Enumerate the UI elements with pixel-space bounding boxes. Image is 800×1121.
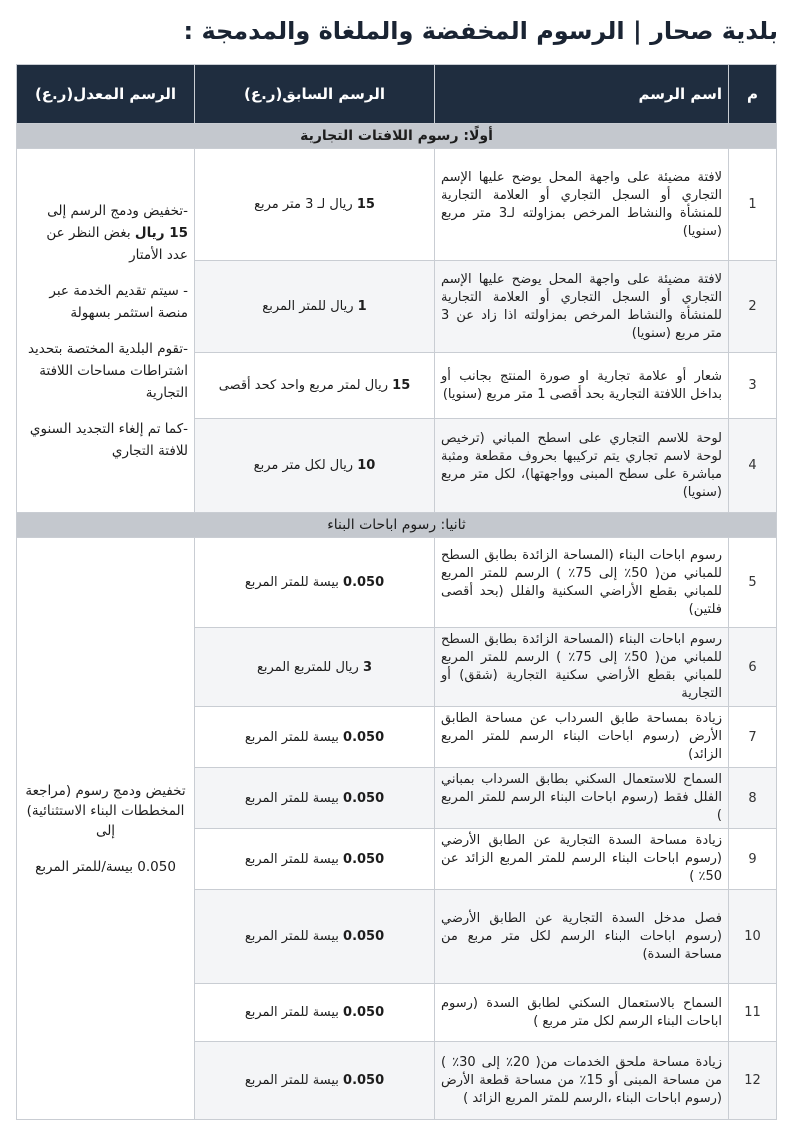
- previous-fee-amount: 3: [362, 659, 372, 675]
- table-row: [17, 538, 777, 628]
- previous-fee: [195, 768, 435, 829]
- section-row-signs: [17, 124, 777, 149]
- new-fee-note: -كما تم إلغاء التجديد السنوي للافتة التجاري: [29, 420, 188, 459]
- previous-fee: [195, 628, 435, 707]
- row-number: 1: [729, 149, 777, 261]
- previous-fee-unit: بيسة للمتر المربع: [244, 1005, 339, 1020]
- previous-fee: [195, 707, 435, 768]
- previous-fee: [195, 890, 435, 984]
- previous-fee: [195, 538, 435, 628]
- row-number: 7: [729, 707, 777, 768]
- previous-fee: [195, 261, 435, 353]
- fee-name: زيادة مساحة السدة التجارية عن الطابق الأرضي (رسوم اباحات البناء الرسم للمتر المربع الزائد عن 50٪ ): [435, 829, 729, 890]
- previous-fee-unit: ريال للمتر المربع: [262, 299, 354, 314]
- previous-fee: [195, 829, 435, 890]
- previous-fee-amount: 0.050: [343, 1073, 385, 1088]
- row-number: 8: [729, 768, 777, 829]
- previous-fee-unit: بيسة للمتر المربع: [244, 729, 339, 745]
- row-number: 6: [729, 628, 777, 707]
- previous-fee-unit: بيسة للمتر المربع: [244, 790, 339, 806]
- new-fee-note: إلى: [95, 822, 116, 839]
- previous-fee-unit: ريال لكل متر مربع: [253, 458, 354, 473]
- section-title: أولًا: رسوم اللافتات التجارية: [17, 124, 777, 149]
- header-fee-name: اسم الرسم: [435, 65, 729, 124]
- new-fee-note: [23, 200, 188, 266]
- new-fee-note: - سيتم تقديم الخدمة عبر منصة استثمر بسهولة: [49, 282, 188, 321]
- fee-name: رسوم اباحات البناء (المساحة الزائدة بطابق السطح للمباني من( 50٪ إلى 75٪ ) الرسم للمتر المربع للمباني بقطع الأراضي السكنية والفلل (بحد أقصى فلتين): [435, 538, 729, 628]
- new-fee-note: تخفيض ودمج رسوم (مراجعة المخططات البناء الاستثنائية): [25, 782, 186, 819]
- fee-name: فصل مدخل السدة التجارية عن الطابق الأرضي (رسوم اباحات البناء الرسم لكل متر مربع من مساحة السدة): [435, 890, 729, 984]
- header-number: م: [729, 65, 777, 124]
- previous-fee-unit: ريال للمتربع المربع: [257, 659, 359, 675]
- previous-fee-amount: 15: [392, 378, 411, 393]
- fees-table: [16, 64, 777, 1120]
- previous-fee-unit: ريال لمتر مربع واحد كحد أقصى: [218, 378, 389, 393]
- new-fee-amount: 0.050 بيسة/للمتر المربع: [35, 858, 176, 875]
- previous-fee-amount: 0.050: [343, 729, 385, 745]
- previous-fee: [195, 984, 435, 1042]
- fee-name: السماح بالاستعمال السكني لطابق السدة (رسوم اباحات البناء الرسم لكل متر مربع ): [435, 984, 729, 1042]
- previous-fee-unit: بيسة للمتر المربع: [244, 929, 339, 944]
- table-row: [17, 149, 777, 261]
- previous-fee-amount: 10: [357, 458, 376, 473]
- header-new-fee: الرسم المعدل(ر.ع): [17, 65, 195, 124]
- row-number: 12: [729, 1042, 777, 1120]
- row-number: 4: [729, 419, 777, 513]
- previous-fee-unit: بيسة للمتر المربع: [244, 851, 339, 867]
- fee-name: لافتة مضيئة على واجهة المحل يوضح عليها الإسم التجاري أو السجل التجاري أو العلامة التجارية للمنشأة والنشاط المرخص بمزاولته لـ3 متر مربع (سنويا): [435, 149, 729, 261]
- previous-fee-amount: 0.050: [343, 851, 385, 867]
- previous-fee-amount: 0.050: [343, 790, 385, 806]
- row-number: 11: [729, 984, 777, 1042]
- previous-fee-amount: 15: [356, 197, 375, 212]
- previous-fee-amount: 0.050: [343, 575, 385, 590]
- new-fee-note-text: -تخفيض ودمج الرسم إلى: [47, 202, 188, 219]
- fee-name: زيادة بمساحة طابق السرداب عن مساحة الطابق الأرض (رسوم اباحات البناء الرسم للمتر المربع الزائد): [435, 707, 729, 768]
- page-title: بلدية صحار | الرسوم المخفضة والملغاة والمدمجة :: [183, 17, 778, 45]
- previous-fee-amount: 0.050: [343, 929, 385, 944]
- row-number: 5: [729, 538, 777, 628]
- fee-name: لافتة مضيئة على واجهة المحل يوضح عليها الإسم التجاري أو السجل التجاري أو العلامة التجارية للمنشأة والنشاط المرخص بمزاولته اذا زاد عن 3 متر مربع (سنويا): [435, 261, 729, 353]
- fee-name: رسوم اباحات البناء (المساحة الزائدة بطابق السطح للمباني من( 50٪ إلى 75٪ ) الرسم للمتر المربع للمباني بقطع الأراضي سكنية التجارية (شقق) أو التجارية: [435, 628, 729, 707]
- previous-fee-amount: 0.050: [343, 1005, 385, 1020]
- new-fee-note-text: بغض النظر عن عدد الأمتار: [46, 224, 188, 263]
- fee-name: زيادة مساحة ملحق الخدمات من( 20٪ إلى 30٪ ) من مساحة المبنى أو 15٪ من مساحة قطعة الأرض (رسوم اباحات البناء ،الرسم للمتر المربع الزائد ): [435, 1042, 729, 1120]
- previous-fee-unit: بيسة للمتر المربع: [244, 575, 339, 590]
- section-row-building: [17, 513, 777, 538]
- previous-fee-unit: بيسة للمتر المربع: [244, 1073, 339, 1088]
- fee-name: لوحة للاسم التجاري على اسطح المباني (ترخيص لوحة لاسم تجاري يتم تركيبها بحروف مقطعة ومثبة مباشرة على سطح المبنى وواجهتها)، لكل متر مربع (سنويا): [435, 419, 729, 513]
- previous-fee: [195, 149, 435, 261]
- new-fee-building: [17, 538, 195, 1120]
- previous-fee: [195, 1042, 435, 1120]
- fee-name: السماح للاستعمال السكني بطابق السرداب بمباني الفلل فقط (رسوم اباحات البناء الرسم للمتر المربع ): [435, 768, 729, 829]
- new-fee-amount: 15 ريال: [134, 224, 188, 241]
- section-title: ثانيا: رسوم اباحات البناء: [17, 513, 777, 538]
- row-number: 3: [729, 353, 777, 419]
- new-fee-signs: [17, 149, 195, 513]
- table-header-row: [17, 65, 777, 124]
- row-number: 2: [729, 261, 777, 353]
- fee-name: شعار أو علامة تجارية او صورة المنتج بجانب أو بداخل اللافتة التجارية بحد أقصى 1 متر مربع (سنويا): [435, 353, 729, 419]
- new-fee-note: -تقوم البلدية المختصة بتحديد اشتراطات مساحات اللافتة التجارية: [27, 340, 188, 401]
- header-previous-fee: الرسم السابق(ر.ع): [195, 65, 435, 124]
- row-number: 9: [729, 829, 777, 890]
- row-number: 10: [729, 890, 777, 984]
- previous-fee: [195, 419, 435, 513]
- previous-fee-amount: 1: [357, 299, 367, 314]
- previous-fee: [195, 353, 435, 419]
- previous-fee-unit: ريال لـ 3 متر مربع: [254, 197, 353, 212]
